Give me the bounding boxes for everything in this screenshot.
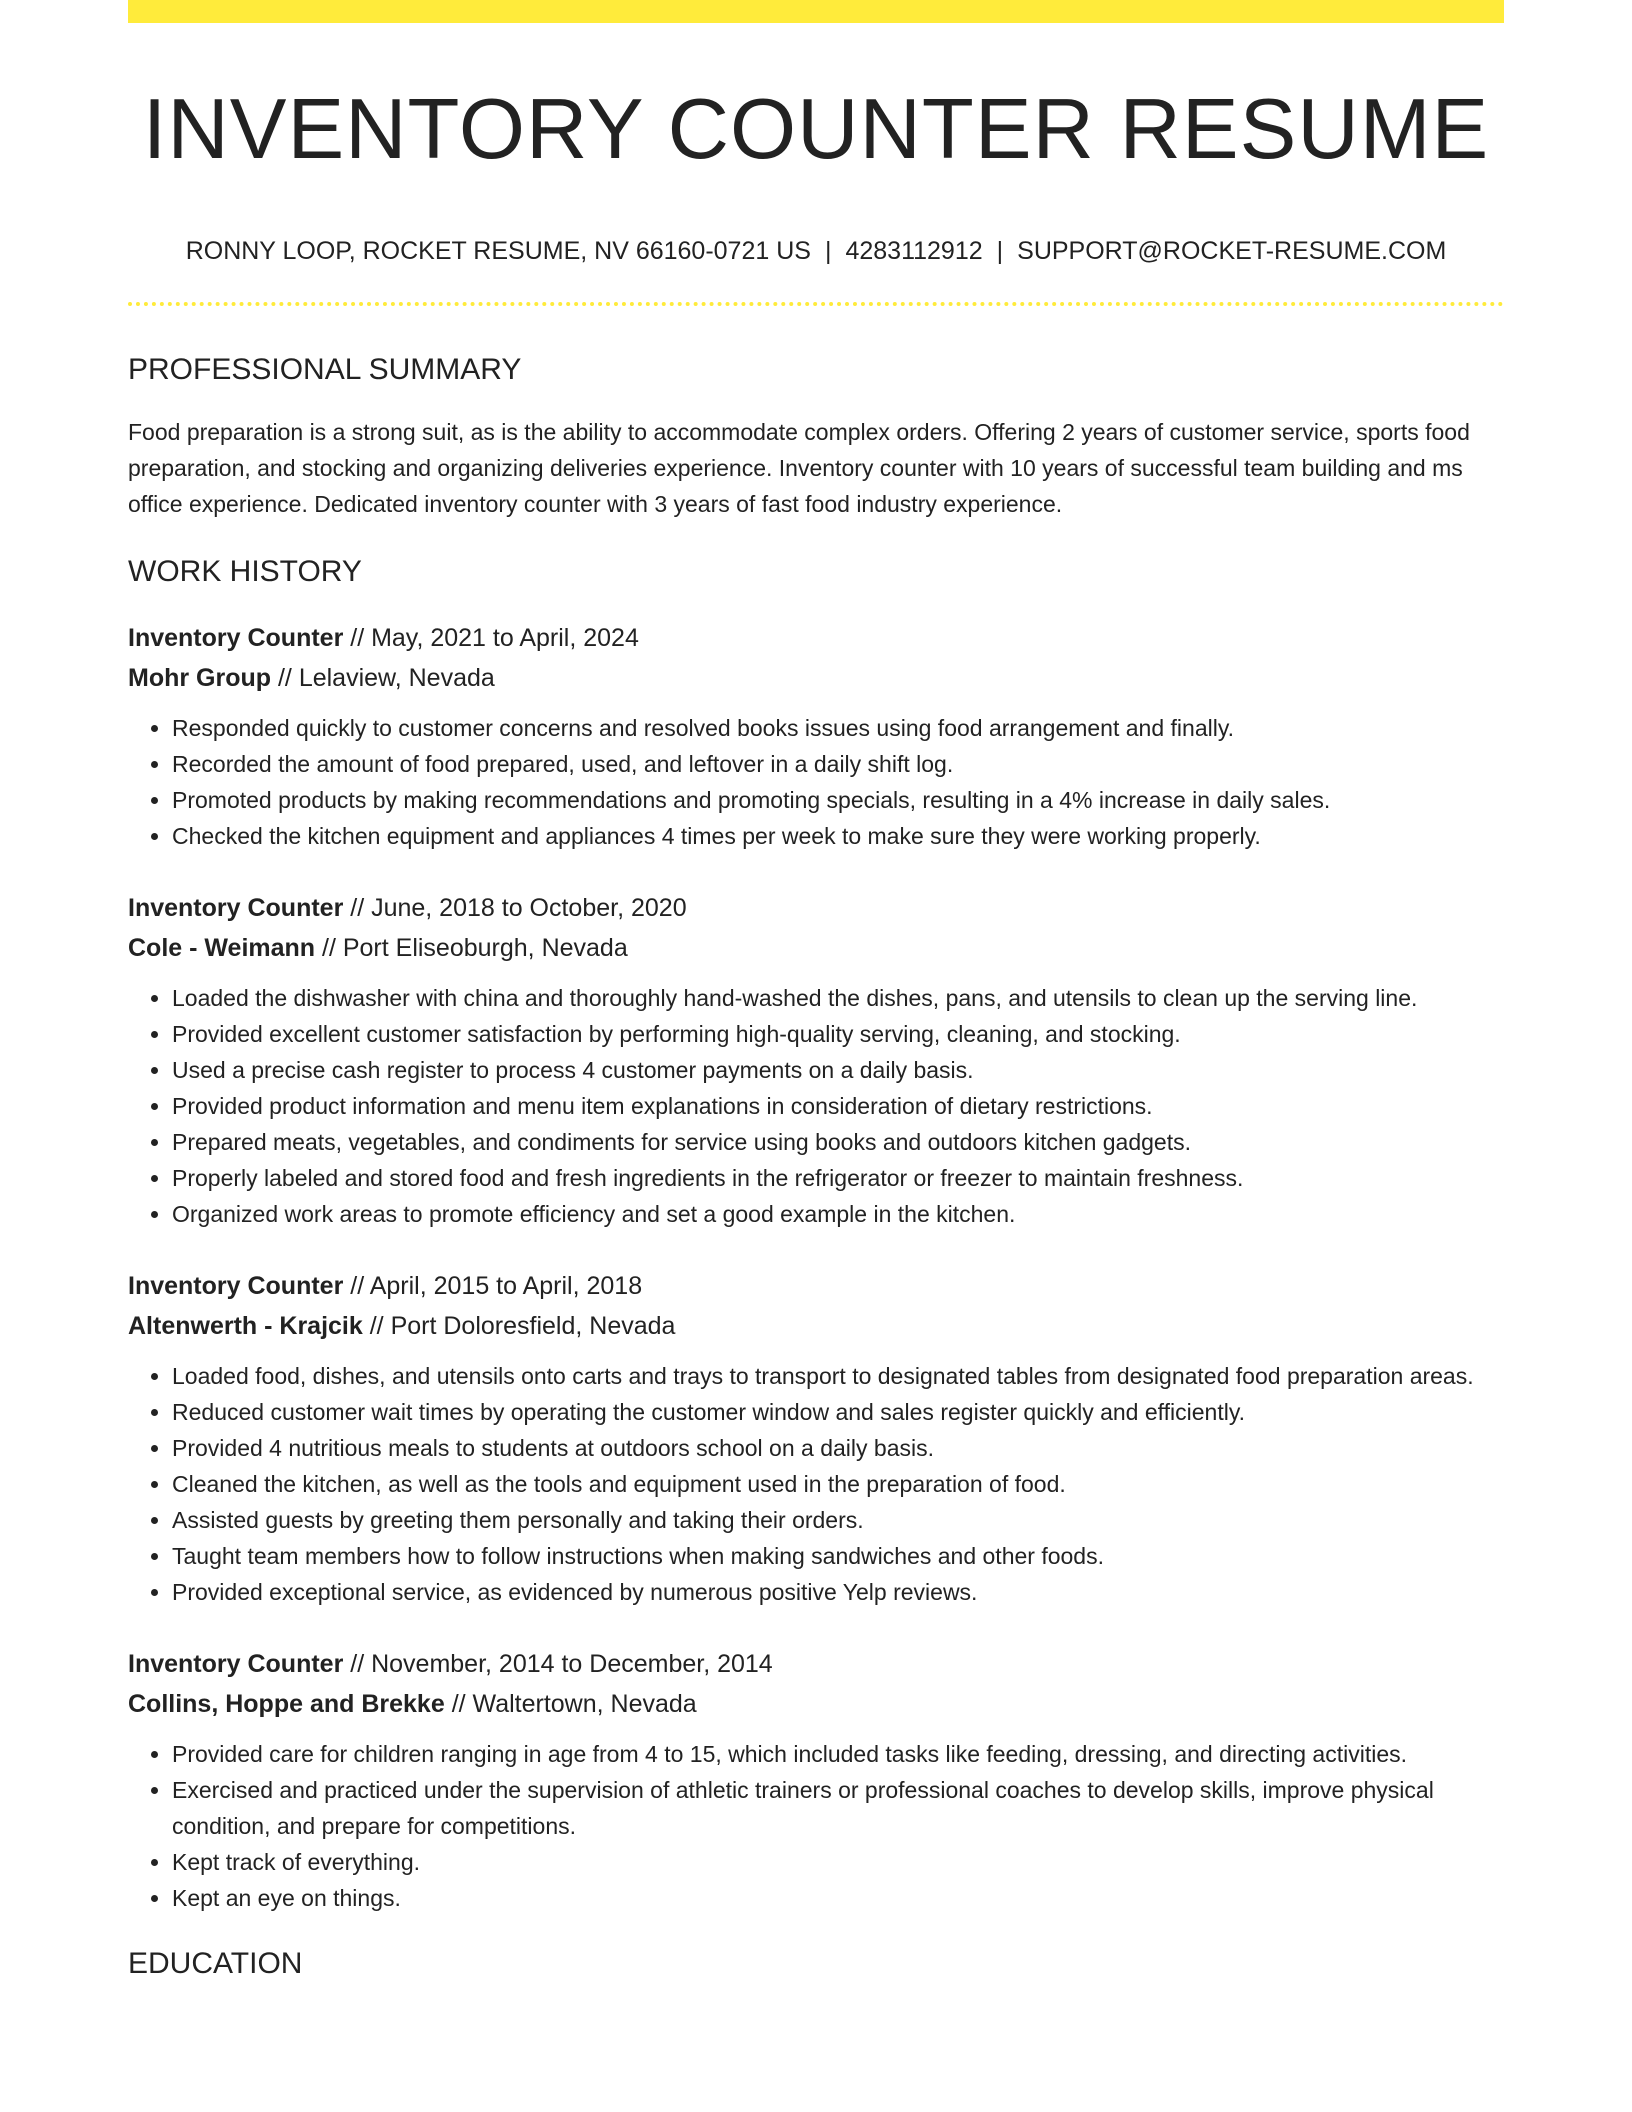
job-bullet: • Assisted guests by greeting them personally and taking their orders. — [172, 1502, 1504, 1538]
job-title: Inventory Counter — [128, 1271, 344, 1300]
job-location: // Port Doloresfield, Nevada — [362, 1311, 676, 1340]
job-bullet: • Cleaned the kitchen, as well as the tools and equipment used in the preparation of food. — [172, 1466, 1504, 1502]
job-title-line — [128, 888, 1504, 928]
job-location: // Lelaview, Nevada — [271, 663, 495, 692]
contact-separator: | — [824, 236, 832, 265]
job-bullet: • Used a precise cash register to process 4 customer payments on a daily basis. — [172, 1052, 1504, 1088]
job-bullet: • Provided care for children ranging in age from 4 to 15, which included tasks like feeding, dressing, and directing activities. — [172, 1736, 1504, 1772]
education-heading: EDUCATION — [128, 1946, 303, 1980]
job-bullet-list — [128, 980, 1504, 1232]
job-bullet-list — [128, 710, 1504, 854]
job-title: Inventory Counter — [128, 623, 344, 652]
job-bullet: • Promoted products by making recommendations and promoting specials, resulting in a 4% increase in daily sales. — [172, 782, 1504, 818]
job-entry — [128, 1266, 1504, 1610]
job-location: // Port Eliseoburgh, Nevada — [315, 933, 628, 962]
dotted-divider — [128, 302, 1504, 306]
work-history-list — [128, 618, 1504, 1916]
job-bullet: • Recorded the amount of food prepared, used, and leftover in a daily shift log. — [172, 746, 1504, 782]
summary-text: Food preparation is a strong suit, as is the ability to accommodate complex orders. Offering 2 years of customer service, sports food preparation, and stocking and organizing deliveries experience. Inventory counter with 10 years of successful team building and ms office experience. Dedicated inventory counter with 3 years of fast food industry experience. — [128, 418, 1470, 517]
work-history-heading: WORK HISTORY — [128, 554, 362, 588]
contact-phone: 4283112912 — [845, 236, 983, 265]
job-title: Inventory Counter — [128, 893, 344, 922]
job-bullet: • Checked the kitchen equipment and appliances 4 times per week to make sure they were working properly. — [172, 818, 1504, 854]
job-company-line — [128, 928, 1504, 968]
job-company-line — [128, 1306, 1504, 1346]
job-bullet: • Provided product information and menu item explanations in consideration of dietary restrictions. — [172, 1088, 1504, 1124]
job-bullet-list — [128, 1358, 1504, 1610]
contact-line — [128, 237, 1504, 266]
contact-address: RONNY LOOP, ROCKET RESUME, NV 66160-0721 US — [185, 236, 811, 265]
job-company: Altenwerth - Krajcik — [128, 1311, 363, 1340]
job-entry — [128, 618, 1504, 854]
job-bullet: • Provided excellent customer satisfaction by performing high-quality serving, cleaning, and stocking. — [172, 1016, 1504, 1052]
job-bullet: • Kept an eye on things. — [172, 1880, 1504, 1916]
job-dates: // June, 2018 to October, 2020 — [343, 893, 687, 922]
job-bullet: • Exercised and practiced under the supervision of athletic trainers or professional coaches to develop skills, improve physical condition, and prepare for competitions. — [172, 1772, 1504, 1844]
job-dates: // May, 2021 to April, 2024 — [343, 623, 639, 652]
job-company-line — [128, 1684, 1504, 1724]
job-bullet: • Organized work areas to promote efficiency and set a good example in the kitchen. — [172, 1196, 1504, 1232]
job-title-line — [128, 618, 1504, 658]
job-bullet-list — [128, 1736, 1504, 1916]
job-bullet: • Provided exceptional service, as evidenced by numerous positive Yelp reviews. — [172, 1574, 1504, 1610]
job-company: Mohr Group — [128, 663, 272, 692]
resume-page — [128, 0, 1504, 1982]
accent-top-bar — [128, 0, 1504, 23]
job-dates: // April, 2015 to April, 2018 — [343, 1271, 643, 1300]
job-bullet: • Loaded food, dishes, and utensils onto carts and trays to transport to designated tables from designated food preparation areas. — [172, 1358, 1504, 1394]
job-entry — [128, 888, 1504, 1232]
job-bullet: • Reduced customer wait times by operating the customer window and sales register quickly and efficiently. — [172, 1394, 1504, 1430]
job-dates: // November, 2014 to December, 2014 — [343, 1649, 773, 1678]
job-location: // Waltertown, Nevada — [444, 1689, 697, 1718]
job-company: Cole - Weimann — [128, 933, 316, 962]
job-bullet: • Properly labeled and stored food and fresh ingredients in the refrigerator or freezer to maintain freshness. — [172, 1160, 1504, 1196]
job-bullet: • Loaded the dishwasher with china and thoroughly hand-washed the dishes, pans, and utensils to clean up the serving line. — [172, 980, 1504, 1016]
job-bullet: • Provided 4 nutritious meals to students at outdoors school on a daily basis. — [172, 1430, 1504, 1466]
job-bullet: • Taught team members how to follow instructions when making sandwiches and other foods. — [172, 1538, 1504, 1574]
job-bullet: • Prepared meats, vegetables, and condiments for service using books and outdoors kitchen gadgets. — [172, 1124, 1504, 1160]
contact-email: SUPPORT@ROCKET-RESUME.COM — [1017, 236, 1447, 265]
contact-separator: | — [996, 236, 1004, 265]
job-title-line — [128, 1266, 1504, 1306]
page-title: INVENTORY COUNTER RESUME — [142, 82, 1490, 177]
job-company: Collins, Hoppe and Brekke — [128, 1689, 445, 1718]
summary-heading: PROFESSIONAL SUMMARY — [128, 352, 522, 386]
job-bullet: • Kept track of everything. — [172, 1844, 1504, 1880]
job-bullet: • Responded quickly to customer concerns and resolved books issues using food arrangement and finally. — [172, 710, 1504, 746]
job-title: Inventory Counter — [128, 1649, 344, 1678]
job-title-line — [128, 1644, 1504, 1684]
job-entry — [128, 1644, 1504, 1916]
job-company-line — [128, 658, 1504, 698]
